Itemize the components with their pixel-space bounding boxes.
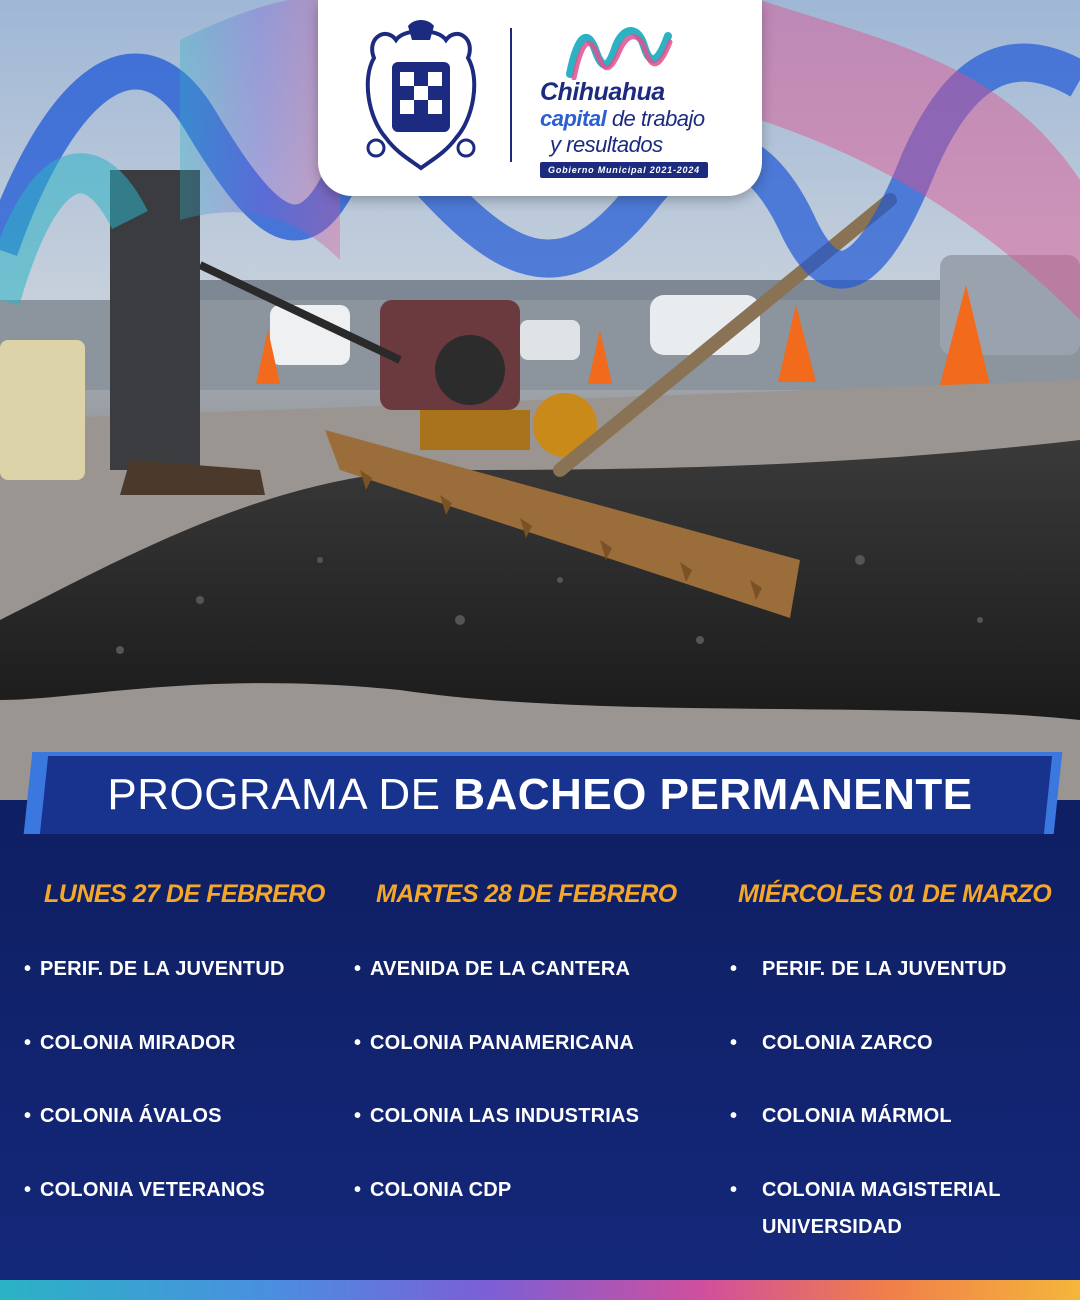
location-label: COLONIA CDP [370,1179,512,1201]
location-label: COLONIA LAS INDUSTRIAS [370,1105,640,1127]
logo-divider [510,28,512,162]
bullet-icon: • [24,1032,32,1054]
logo-card [318,0,762,196]
location-label: PERIF. DE LA JUVENTUD [40,958,285,980]
day-heading-wednesday: MIÉRCOLES 01 DE MARZO [738,880,1052,908]
list-item [730,1098,952,1134]
bullet-icon: • [24,1179,32,1201]
day-heading-monday: LUNES 27 DE FEBRERO [44,880,325,908]
location-label: COLONIA MIRADOR [40,1032,236,1054]
location-label: PERIF. DE LA JUVENTUD [762,958,1007,980]
list-item [24,1172,265,1208]
bullet-icon: • [354,1105,362,1127]
brand-tagline-line1 [540,106,705,132]
bullet-icon: • [730,1105,738,1127]
brand-tagline-rest: de trabajo [606,106,705,131]
brand-name: Chihuahua [540,78,665,106]
bullet-icon: • [730,958,738,980]
list-item [354,1025,634,1061]
bullet-icon: • [354,1179,362,1201]
list-item [730,1025,933,1061]
location-label: COLONIA MAGISTERIAL [762,1179,1001,1201]
brand-tagline-line2: y resultados [550,132,663,157]
brand-tagline-accent: capital [540,106,607,131]
bullet-icon: • [24,1105,32,1127]
location-label: COLONIA ZARCO [762,1032,933,1054]
bullet-icon: • [24,958,32,980]
rainbow-footer-stripe [0,1280,1080,1300]
list-item [354,1098,639,1134]
day-heading-tuesday: MARTES 28 DE FEBRERO [376,880,677,908]
list-item [24,1098,222,1134]
program-title [0,770,1080,820]
location-label: COLONIA ÁVALOS [40,1105,222,1127]
program-title-bold: BACHEO PERMANENTE [453,770,973,819]
list-item [730,1172,1001,1208]
government-label: Gobierno Municipal 2021-2024 [540,162,708,178]
location-label: COLONIA MÁRMOL [762,1105,952,1127]
location-label: COLONIA VETERANOS [40,1179,265,1201]
location-label: AVENIDA DE LA CANTERA [370,958,631,980]
list-item [354,951,630,987]
list-item-continuation: UNIVERSIDAD [762,1216,902,1238]
city-crest-icon [356,18,486,178]
location-label: COLONIA PANAMERICANA [370,1032,634,1054]
bullet-icon: • [354,958,362,980]
bullet-icon: • [354,1032,362,1054]
bullet-icon: • [730,1179,738,1201]
program-title-light: PROGRAMA DE [107,770,454,819]
list-item [354,1172,511,1208]
list-item [24,1025,236,1061]
list-item [730,951,1007,987]
bullet-icon: • [730,1032,738,1054]
brand-wave-icon [564,24,674,80]
list-item [24,951,285,987]
